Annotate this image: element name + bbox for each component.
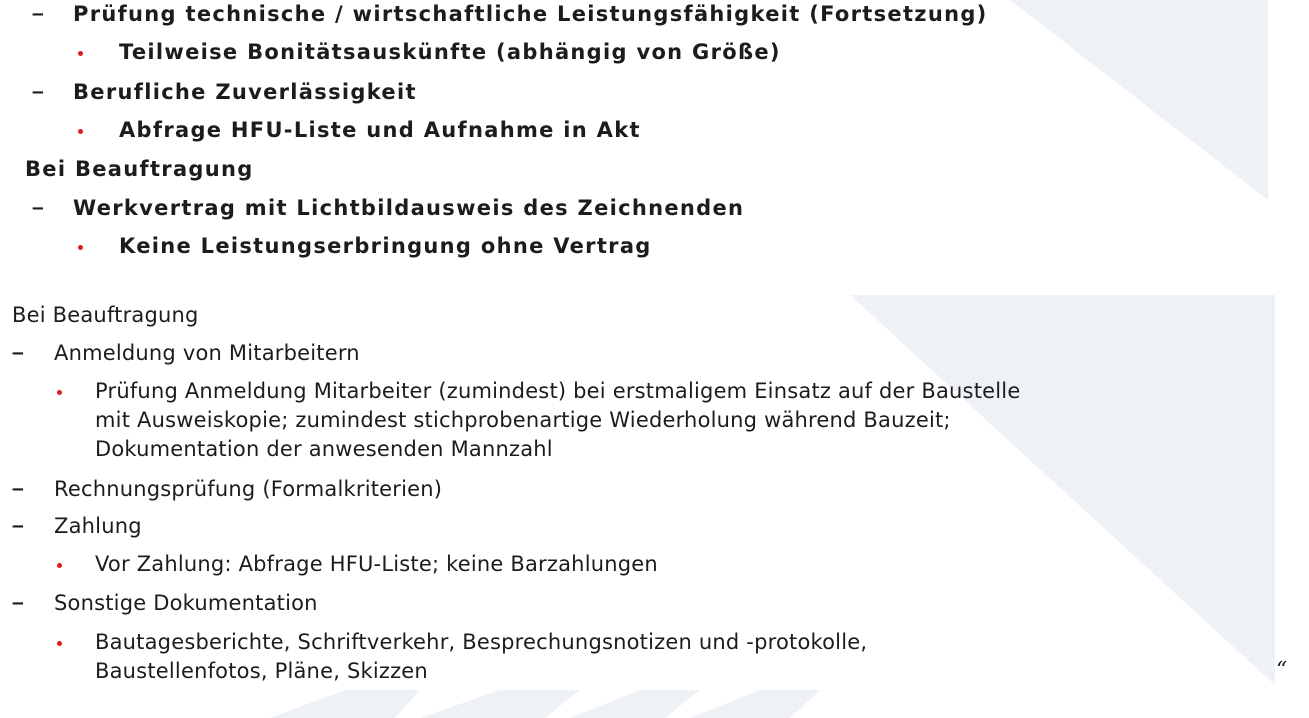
dash-marker: –: [12, 477, 24, 500]
list-item-bullet-continuation: Baustellenfotos, Pläne, Skizzen: [95, 659, 428, 683]
bullet-icon: [57, 563, 62, 568]
section-heading: Bei Beauftragung: [12, 303, 199, 327]
bullet-icon: [78, 129, 83, 134]
dash-marker: –: [12, 591, 24, 614]
bullet-icon: [78, 51, 83, 56]
list-item-dash: Anmeldung von Mitarbeitern: [54, 341, 360, 365]
background-chevron-2: [420, 690, 580, 718]
bullet-icon: [57, 641, 62, 646]
dash-marker: –: [32, 2, 44, 25]
list-item-bullet: Keine Leistungserbringung ohne Vertrag: [119, 234, 652, 258]
background-chevron-4: [690, 690, 820, 718]
background-wedge-top: [1010, 0, 1268, 200]
list-item-bullet: Bautagesberichte, Schriftverkehr, Besprechungsnotizen und -protokolle,: [95, 630, 868, 654]
list-item-dash: Rechnungsprüfung (Formalkriterien): [54, 477, 443, 501]
bullet-icon: [57, 390, 62, 395]
dash-marker: –: [12, 341, 24, 364]
list-item-bullet: Vor Zahlung: Abfrage HFU-Liste; keine Barzahlungen: [95, 552, 658, 576]
background-wedge-right: [850, 295, 1275, 685]
list-item-bullet: Abfrage HFU-Liste und Aufnahme in Akt: [119, 118, 641, 142]
list-item-dash: Werkvertrag mit Lichtbildausweis des Zeichnenden: [73, 196, 745, 220]
background-chevron-3: [570, 690, 700, 718]
list-item-bullet-continuation: mit Ausweiskopie; zumindest stichprobenartige Wiederholung während Bauzeit;: [95, 408, 951, 432]
list-item-bullet-continuation: Dokumentation der anwesenden Mannzahl: [95, 437, 553, 461]
list-item-bullet: Prüfung Anmeldung Mitarbeiter (zumindest) bei erstmaligem Einsatz auf der Baustelle: [95, 379, 1021, 403]
list-item-dash: Prüfung technische / wirtschaftliche Leistungsfähigkeit (Fortsetzung): [73, 2, 988, 26]
dash-marker: –: [32, 80, 44, 103]
dash-marker: –: [32, 196, 44, 219]
list-item-dash: Sonstige Dokumentation: [54, 591, 318, 615]
bullet-icon: [78, 245, 83, 250]
background-chevron-1: [270, 690, 420, 718]
section-heading: Bei Beauftragung: [25, 157, 254, 181]
list-item-dash: Zahlung: [54, 514, 142, 538]
list-item-dash: Berufliche Zuverlässigkeit: [73, 80, 417, 104]
dash-marker: –: [12, 514, 24, 537]
list-item-bullet: Teilweise Bonitätsauskünfte (abhängig von Größe): [119, 40, 781, 64]
closing-quote-mark: “: [1276, 658, 1288, 683]
